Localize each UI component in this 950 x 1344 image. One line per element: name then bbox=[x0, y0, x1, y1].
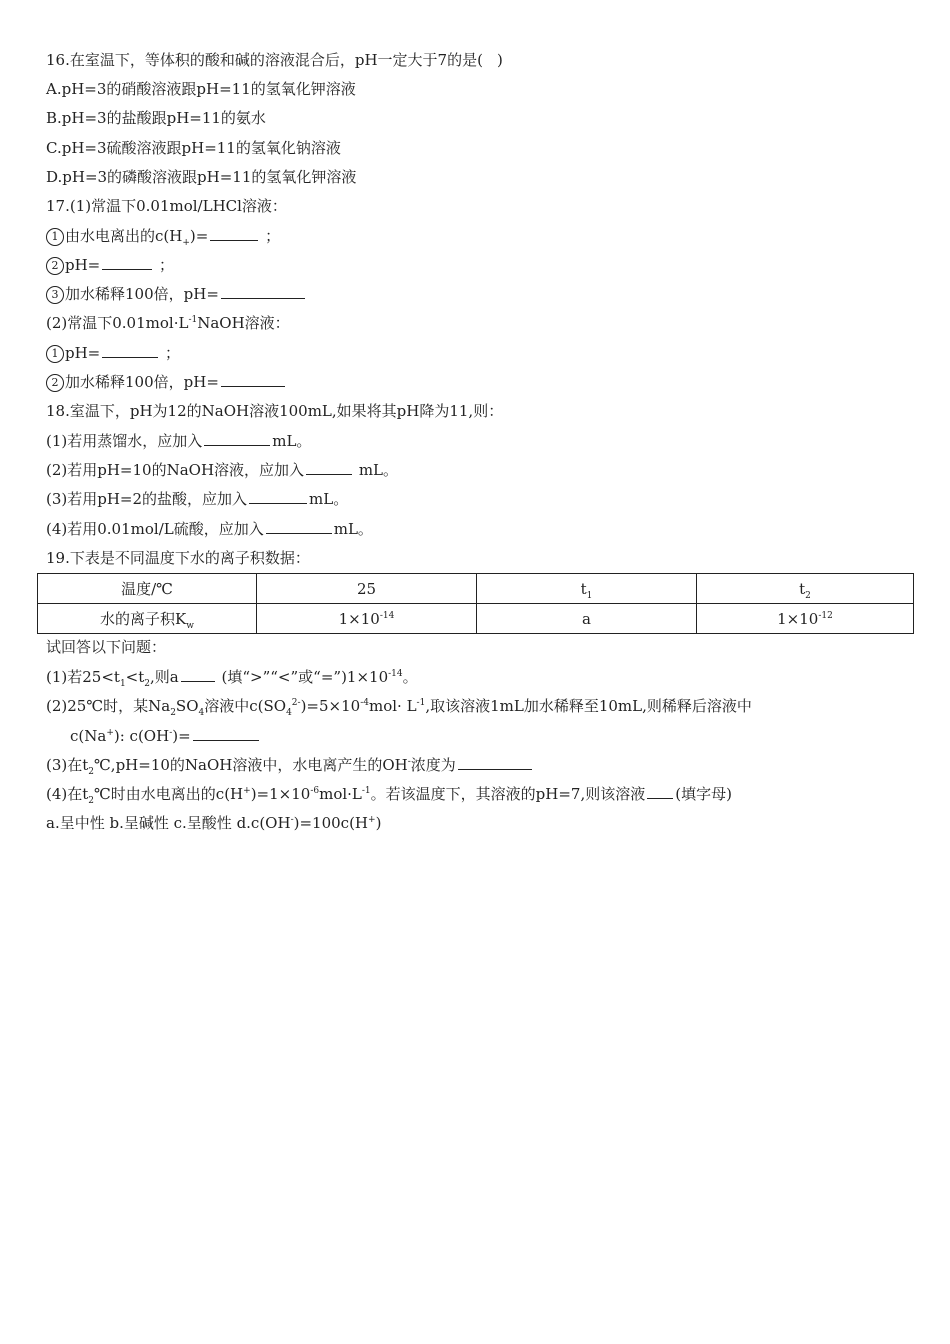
q17-part2-title: (2)常温下$0.01mol\cdot L^{-1}NaOH$溶液： bbox=[46, 314, 290, 332]
answer-blank[interactable] bbox=[221, 372, 285, 387]
q18-item2: (2)若用pH=10的NaOH溶液，应加入 mL。 bbox=[46, 461, 398, 479]
circled-number: 3 bbox=[46, 286, 64, 304]
q18-stem: 18.室温下，pH为12的NaOH溶液100mL,如果将其pH降为11,则： bbox=[46, 402, 504, 420]
q17-part1-item3: 3 加水稀释100倍，pH= bbox=[46, 284, 307, 304]
answer-blank[interactable] bbox=[102, 343, 158, 358]
q19-intro: 试回答以下问题： bbox=[46, 638, 167, 656]
answer-blank[interactable] bbox=[181, 667, 215, 682]
q17-part1-item2: 2 pH= ； bbox=[46, 255, 174, 275]
answer-blank[interactable] bbox=[306, 460, 352, 475]
q17-part1-item1: 1 由水电离出的$c(H_+)=$ ； bbox=[46, 226, 280, 246]
q19-sub4: (4)在$t_2℃$时由水电离出的$c(H^+)=1\times 10^{-6}mol\cdot L^{-1}$。若该温度下，其溶液的pH=7,则该溶液 (填字母) bbox=[46, 785, 732, 806]
q18-item1: (1)若用蒸馏水，应加入 mL。 bbox=[46, 432, 312, 450]
table-row bbox=[38, 604, 914, 634]
q19-sub3: (3)在$t_2℃,pH=10$的NaOH溶液中，水电离产生的OH-浓度为 bbox=[46, 755, 534, 775]
q17-part2-item1: 1 pH= ； bbox=[46, 343, 180, 363]
q16-option-a: A.pH=3的硝酸溶液跟pH=11的氢氧化钾溶液 bbox=[46, 80, 356, 98]
answer-blank[interactable] bbox=[249, 489, 307, 504]
q19-sub2: (2)25℃时，某$Na_2SO_4$溶液中$c(SO_4^{2-})=5\times 10^{-4}mol\cdot L^{-1}$,取该溶液1mL加水稀释至10mL,则稀释后溶液中 bbox=[46, 697, 752, 718]
q19-sub1: (1)若$25<t_1<t_2$,则a (填“>”“<”或“$=”)1\times 10^{-14}$。 bbox=[46, 668, 418, 689]
answer-blank[interactable] bbox=[221, 284, 305, 299]
q17-part1-title: 17.(1)常温下0.01mol/LHCl溶液： bbox=[46, 197, 287, 215]
circled-number: 2 bbox=[46, 374, 64, 392]
table-header-kw: 水的离子积$K_w$ bbox=[38, 604, 257, 634]
answer-blank[interactable] bbox=[458, 755, 532, 770]
answer-blank[interactable] bbox=[204, 431, 270, 446]
q19-sub2-cont: c(Na+): c(OH-)= bbox=[70, 726, 261, 746]
q16-option-b: B.pH=3的盐酸跟pH=11的氨水 bbox=[46, 109, 266, 127]
answer-blank[interactable] bbox=[102, 255, 152, 270]
q19-stem: 19.下表是不同温度下水的离子积数据： bbox=[46, 549, 310, 567]
answer-blank[interactable] bbox=[266, 519, 332, 534]
q16-option-d: D.pH=3的磷酸溶液跟pH=11的氢氧化钾溶液 bbox=[46, 168, 357, 186]
q18-item4: (4)若用0.01mol/L硫酸，应加入 mL。 bbox=[46, 520, 373, 538]
circled-number: 2 bbox=[46, 257, 64, 275]
table-cell: $t_2$ bbox=[697, 574, 914, 604]
answer-blank[interactable] bbox=[210, 226, 258, 241]
table-cell: a bbox=[477, 604, 697, 634]
answer-blank[interactable] bbox=[647, 784, 673, 799]
table-header-temperature: 温度/℃ bbox=[38, 574, 257, 604]
q19-options: a.呈中性 b.呈碱性 c.呈酸性 d.c(OH-)=100c(H+) bbox=[46, 814, 382, 832]
q17-part2-item2: 2 加水稀释100倍，pH= bbox=[46, 372, 287, 392]
table-cell: $t_1$ bbox=[477, 574, 697, 604]
circled-number: 1 bbox=[46, 345, 64, 363]
q16-option-c: C.pH=3硫酸溶液跟pH=11的氢氧化钠溶液 bbox=[46, 139, 341, 157]
ion-product-table bbox=[37, 573, 914, 634]
table-cell: 25 bbox=[257, 574, 477, 604]
table-cell: $1\times 10^{-12}$ bbox=[697, 604, 914, 634]
table-cell: $1\times 10^{-14}$ bbox=[257, 604, 477, 634]
answer-blank[interactable] bbox=[193, 726, 259, 741]
table-row bbox=[38, 574, 914, 604]
q16-stem: 16.在室温下，等体积的酸和碱的溶液混合后，pH一定大于7的是( ) bbox=[46, 51, 503, 69]
q18-item3: (3)若用pH=2的盐酸，应加入 mL。 bbox=[46, 490, 349, 508]
circled-number: 1 bbox=[46, 228, 64, 246]
